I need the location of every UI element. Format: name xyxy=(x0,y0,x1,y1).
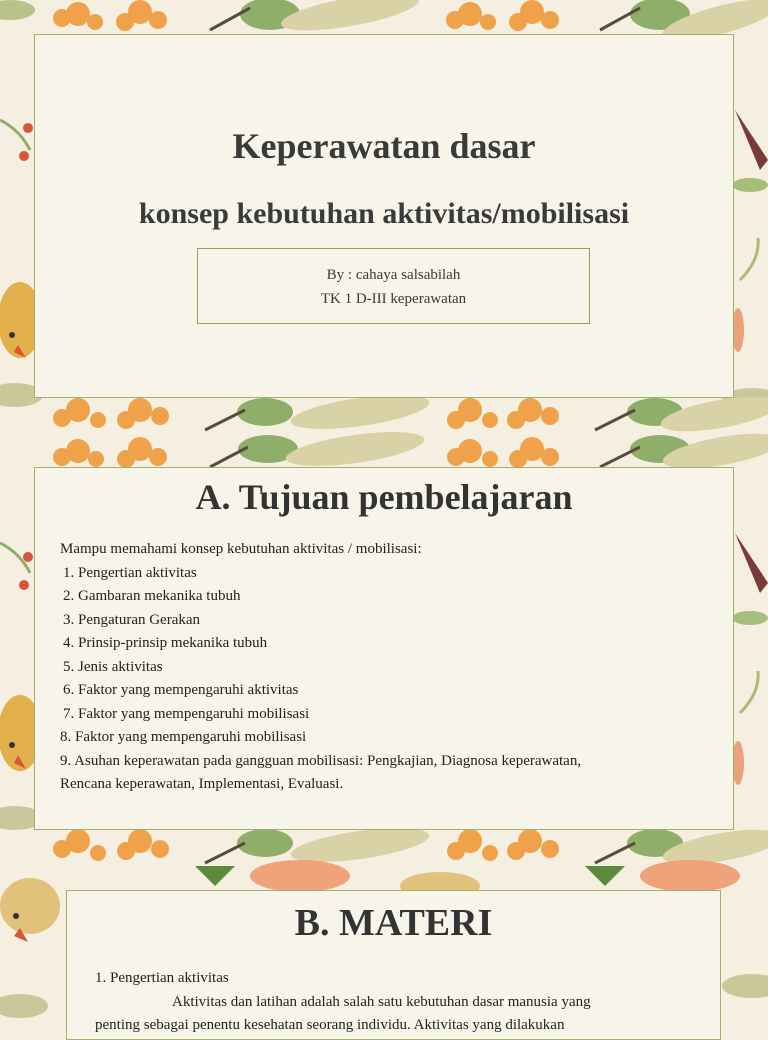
list-item: 2. Gambaran mekanika tubuh xyxy=(63,588,241,604)
list-item: 6. Faktor yang mempengaruhi aktivitas xyxy=(63,682,299,698)
materi-item: 1. Pengertian aktivitas xyxy=(95,970,229,986)
list-item: 3. Pengaturan Gerakan xyxy=(63,611,201,628)
materi-paragraph-line: Aktivitas dan latihan adalah salah satu kebutuhan dasar manusia yang xyxy=(172,993,591,1010)
list-item: 5. Jenis aktivitas xyxy=(63,658,163,675)
slide-title xyxy=(0,0,768,433)
objectives-heading: A. Tujuan pembelajaran xyxy=(195,477,573,517)
author-class: TK 1 D-III keperawatan xyxy=(320,291,467,307)
list-item: 9. Asuhan keperawatan pada gangguan mobilisasi: Pengkajian, Diagnosa keperawatan, xyxy=(60,752,582,769)
slide-materi xyxy=(0,866,768,1033)
list-item: 7. Faktor yang mempengaruhi mobilisasi xyxy=(63,705,310,722)
list-item: 4. Prinsip-prinsip mekanika tubuh xyxy=(63,635,268,651)
objectives-list xyxy=(60,538,720,797)
list-item: 8. Faktor yang mempengaruhi mobilisasi xyxy=(60,729,307,745)
slide-title-text: Keperawatan dasar xyxy=(232,126,536,166)
slide-objectives xyxy=(0,433,768,866)
list-item-continuation: Rencana keperawatan, Implementasi, Evaluasi. xyxy=(60,776,344,792)
materi-paragraph-line: penting sebagai penentu kesehatan seorang individu. Aktivitas yang dilakukan xyxy=(95,1017,565,1033)
objectives-intro: Mampu memahami konsep kebutuhan aktivitas / mobilisasi: xyxy=(60,541,422,557)
title-card xyxy=(34,34,734,398)
materi-content xyxy=(95,967,715,1038)
author-name: By : cahaya salsabilah xyxy=(326,267,461,283)
materi-card xyxy=(66,890,721,1040)
slide-subtitle-text: konsep kebutuhan aktivitas/mobilisasi xyxy=(138,197,630,230)
materi-heading: B. MATERI xyxy=(294,902,493,944)
list-item: 1. Pengertian aktivitas xyxy=(63,564,197,581)
author-box xyxy=(197,248,590,324)
objectives-card xyxy=(34,467,734,830)
